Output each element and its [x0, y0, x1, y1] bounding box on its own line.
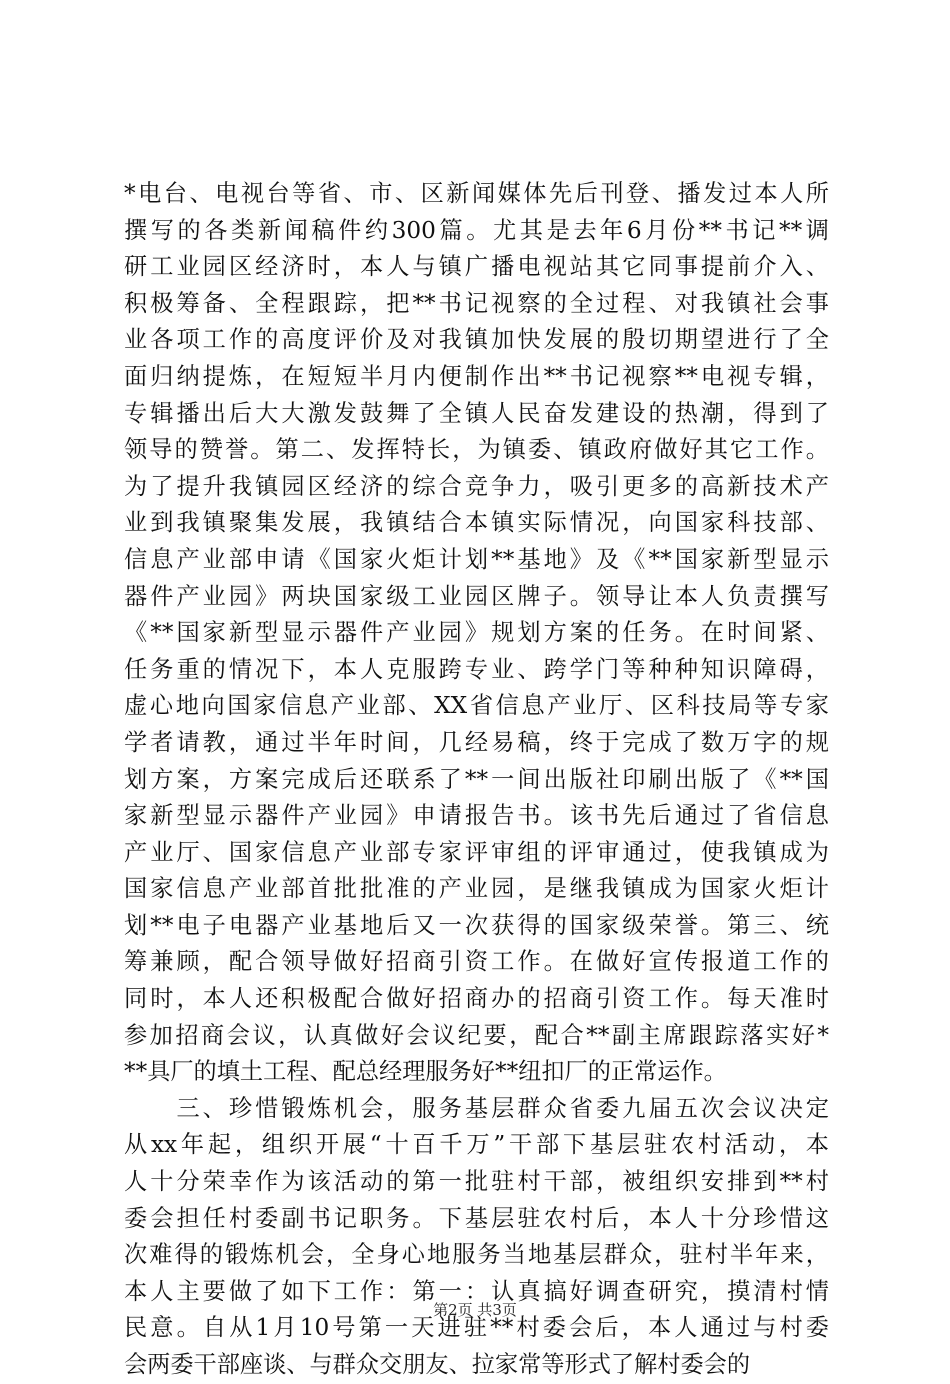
text-line: 会两委干部座谈、与群众交朋友、拉家常等形式了解村委会的	[124, 1351, 751, 1378]
text-line: 任务重的情况下，本人克服跨专业、跨学门等种种知识障碍，	[124, 655, 829, 683]
text-line: 领导的赞誉。第二、发挥特长，为镇委、镇政府做好其它工作。	[124, 436, 829, 464]
text-line: 从xx年起，组织开展“十百千万”干部下基层驻农村活动，本	[124, 1131, 829, 1159]
text-line: 本人主要做了如下工作：第一：认真搞好调查研究，摸清村情	[124, 1277, 829, 1305]
text-line: 面归纳提炼，在短短半月内便制作出**书记视察**电视专辑，	[124, 362, 829, 390]
text-line: 虚心地向国家信息产业部、XX省信息产业厅、区科技局等专家	[124, 692, 829, 720]
text-line: 委会担任村委副书记职务。下基层驻农村后，本人十分珍惜这	[124, 1204, 829, 1232]
text-line: 国家信息产业部首批批准的产业园，是继我镇成为国家火炬计	[124, 875, 829, 903]
text-line: 筹兼顾，配合领导做好招商引资工作。在做好宣传报道工作的	[124, 948, 829, 976]
text-line: 次难得的锻炼机会，全身心地服务当地基层群众，驻村半年来，	[124, 1241, 829, 1269]
text-line: 产业厅、国家信息产业部专家评审组的评审通过，使我镇成为	[124, 838, 829, 866]
text-line: 业到我镇聚集发展，我镇结合本镇实际情况，向国家科技部、	[124, 509, 829, 537]
page-footer: 第2页 共3页	[433, 1301, 517, 1319]
text-line: **具厂的填土工程、配总经理服务好**纽扣厂的正常运作。	[124, 1058, 727, 1086]
text-line: 民意。自从1月10号第一天进驻**村委会后，本人通过与村委	[124, 1314, 829, 1342]
text-line: 信息产业部申请《国家火炬计划**基地》及《**国家新型显示	[124, 545, 829, 573]
text-line: 学者请教，通过半年时间，几经易稿，终于完成了数万字的规	[124, 728, 829, 756]
text-line: 划**电子电器产业基地后又一次获得的国家级荣誉。第三、统	[124, 911, 829, 939]
text-line: 同时，本人还积极配合做好招商办的招商引资工作。每天准时	[124, 985, 829, 1013]
text-line: 《**国家新型显示器件产业园》规划方案的任务。在时间紧、	[124, 619, 829, 647]
text-line: 器件产业园》两块国家级工业园区牌子。领导让本人负责撰写	[124, 582, 829, 610]
body-text	[124, 176, 829, 1384]
text-line: 家新型显示器件产业园》申请报告书。该书先后通过了省信息	[124, 802, 829, 830]
text-line: 专辑播出后大大激发鼓舞了全镇人民奋发建设的热潮，得到了	[124, 399, 829, 427]
text-line: *电台、电视台等省、市、区新闻媒体先后刊登、播发过本人所	[124, 180, 829, 207]
text-line: 参加招商会议，认真做好会议纪要，配合**副主席跟踪落实好*	[124, 1021, 829, 1049]
text-line: 人十分荣幸作为该活动的第一批驻村干部，被组织安排到**村	[124, 1168, 829, 1196]
text-line: 研工业园区经济时，本人与镇广播电视站其它同事提前介入、	[124, 253, 829, 281]
text-line: 积极筹备、全程跟踪，把**书记视察的全过程、对我镇社会事	[124, 289, 829, 317]
text-line: 业各项工作的高度评价及对我镇加快发展的殷切期望进行了全	[124, 326, 829, 354]
text-line: 撰写的各类新闻稿件约300篇。尤其是去年6月份**书记**调	[124, 216, 829, 244]
text-line: 三、珍惜锻炼机会，服务基层群众省委九届五次会议决定	[124, 1094, 829, 1122]
text-line: 为了提升我镇园区经济的综合竞争力，吸引更多的高新技术产	[124, 472, 829, 500]
text-line: 划方案，方案完成后还联系了**一间出版社印刷出版了《**国	[124, 765, 829, 793]
